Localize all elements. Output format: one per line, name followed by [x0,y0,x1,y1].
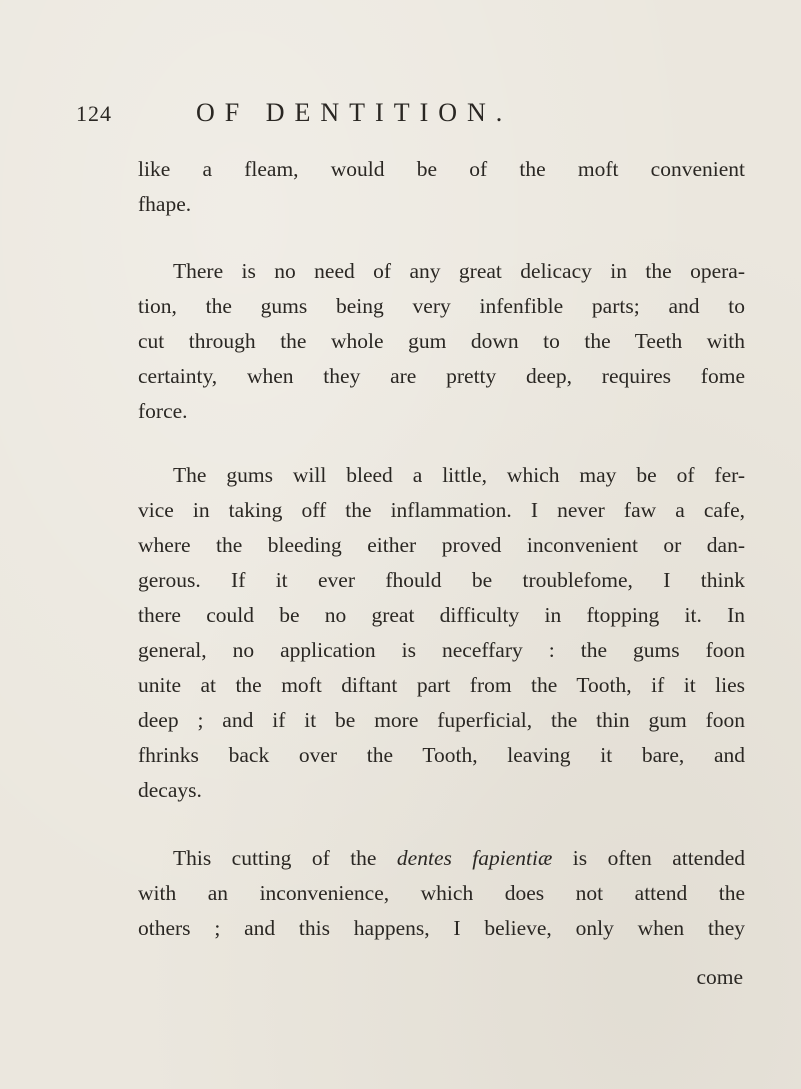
catchword: come [696,965,743,989]
text-line: tion, the gums being very infenfible parts; and to [138,294,745,318]
text-line: cut through the whole gum down to the Teeth with [138,329,745,353]
running-title: OF DENTITION. [196,98,513,127]
text-line: like a fleam, would be of the moft convenient [138,157,745,181]
text-line: there could be no great difficulty in ftopping it. In [138,603,745,627]
text-line: fhape. [138,192,192,216]
page-number: 124 [76,101,112,126]
italic-phrase: dentes fapientiæ [396,846,553,870]
text-run: This cutting of the [173,846,377,870]
text-line: There is no need of any great delicacy in the opera- [173,259,745,283]
text-line: unite at the moft diftant part from the Tooth, if it lies [138,673,745,697]
text-line [173,848,745,870]
text-line: general, no application is neceffary : the gums foon [138,638,745,662]
text-line: certainty, when they are pretty deep, requires fome [138,364,745,388]
text-run: is often attended [572,846,746,870]
text-line: where the bleeding either proved inconvenient or dan- [138,533,745,557]
text-line: vice in taking off the inflammation. I never faw a cafe, [138,498,745,522]
text-line: decays. [138,778,202,802]
text-line: gerous. If it ever fhould be troublefome, I think [138,568,745,592]
text-line: others ; and this happens, I believe, only when they [138,916,745,940]
text-line: force. [138,399,188,423]
text-line: The gums will bleed a little, which may be of fer- [173,463,745,487]
text-line: with an inconvenience, which does not attend the [138,881,745,905]
text-line: deep ; and if it be more fuperficial, the thin gum foon [138,708,745,732]
text-line: fhrinks back over the Tooth, leaving it bare, and [138,743,745,767]
